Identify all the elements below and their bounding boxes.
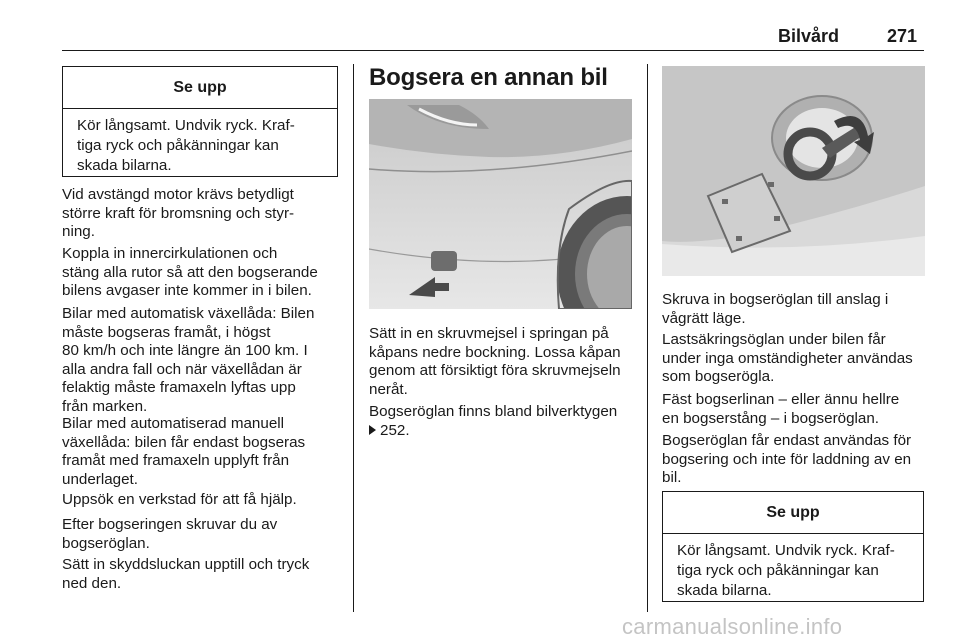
bumper-cover-illustration: [369, 99, 632, 309]
paragraph-text: Bogseröglan finns bland bilverktygen: [369, 403, 618, 420]
figure-bumper-cover: [369, 99, 632, 309]
column-divider-left: [353, 64, 354, 612]
paragraph: [369, 403, 617, 440]
header-divider: [62, 50, 924, 51]
caution-title: Se upp: [63, 67, 337, 109]
paragraph: Sätt in en skruvmejsel i springan på kåpans nedre bockning. Lossa kåpan genom att försiktigt föra skruvmejseln neråt.: [369, 325, 621, 398]
page-reference: 252.: [380, 421, 410, 439]
caution-text: Kör långsamt. Undvik ryck. Kraf- tiga ryck och påkänningar kan skada bilarna.: [677, 542, 895, 599]
paragraph: Bilar med automatisk växellåda: Bilen måste bogseras framåt, i högst 80 km/h och inte längre än 100 km. I alla andra fall och när växellådan är felaktig måste framaxeln lyftas upp från marken.: [62, 305, 315, 415]
tow-eye-illustration: [662, 66, 925, 276]
page-reference-icon: [369, 425, 376, 435]
section-heading: Bogsera en annan bil: [369, 64, 608, 91]
paragraph: Bilar med automatiserad manuell växellåda: bilen får endast bogseras framåt med framaxeln upplyft från underlaget.: [62, 415, 306, 488]
caution-text: Kör långsamt. Undvik ryck. Kraf- tiga ryck och påkänningar kan skada bilarna.: [77, 117, 295, 174]
column-divider-right: [647, 64, 648, 612]
paragraph: Bogseröglan får endast användas för bogsering och inte för laddning av en bil.: [662, 432, 912, 487]
watermark: carmanualsonline.info: [622, 614, 843, 639]
caution-title: Se upp: [663, 492, 923, 534]
paragraph: Koppla in innercirkulationen och stäng alla rutor så att den bogserande bilens avgaser inte kommer in i bilen.: [62, 245, 318, 300]
figure-tow-eye: [662, 66, 925, 276]
paragraph: Skruva in bogseröglan till anslag i vågrätt läge.: [662, 291, 889, 327]
paragraph: Efter bogseringen skruvar du av bogseröglan.: [62, 516, 278, 552]
paragraph: Sätt in skyddsluckan upptill och tryck ned den.: [62, 556, 310, 592]
paragraph: Lastsäkringsöglan under bilen får under inga omständigheter användas som bogserögla.: [662, 331, 913, 386]
paragraph: Uppsök en verkstad för att få hjälp.: [62, 491, 297, 508]
caution-box-left: [62, 66, 338, 177]
page-number: 271: [887, 26, 918, 46]
paragraph: Fäst bogserlinan – eller ännu hellre en bogserstång – i bogseröglan.: [662, 391, 900, 427]
paragraph: Vid avstängd motor krävs betydligt större kraft för bromsning och styr- ning.: [62, 186, 295, 241]
caution-box-right: [662, 491, 924, 602]
section-title: Bilvård: [778, 26, 840, 46]
